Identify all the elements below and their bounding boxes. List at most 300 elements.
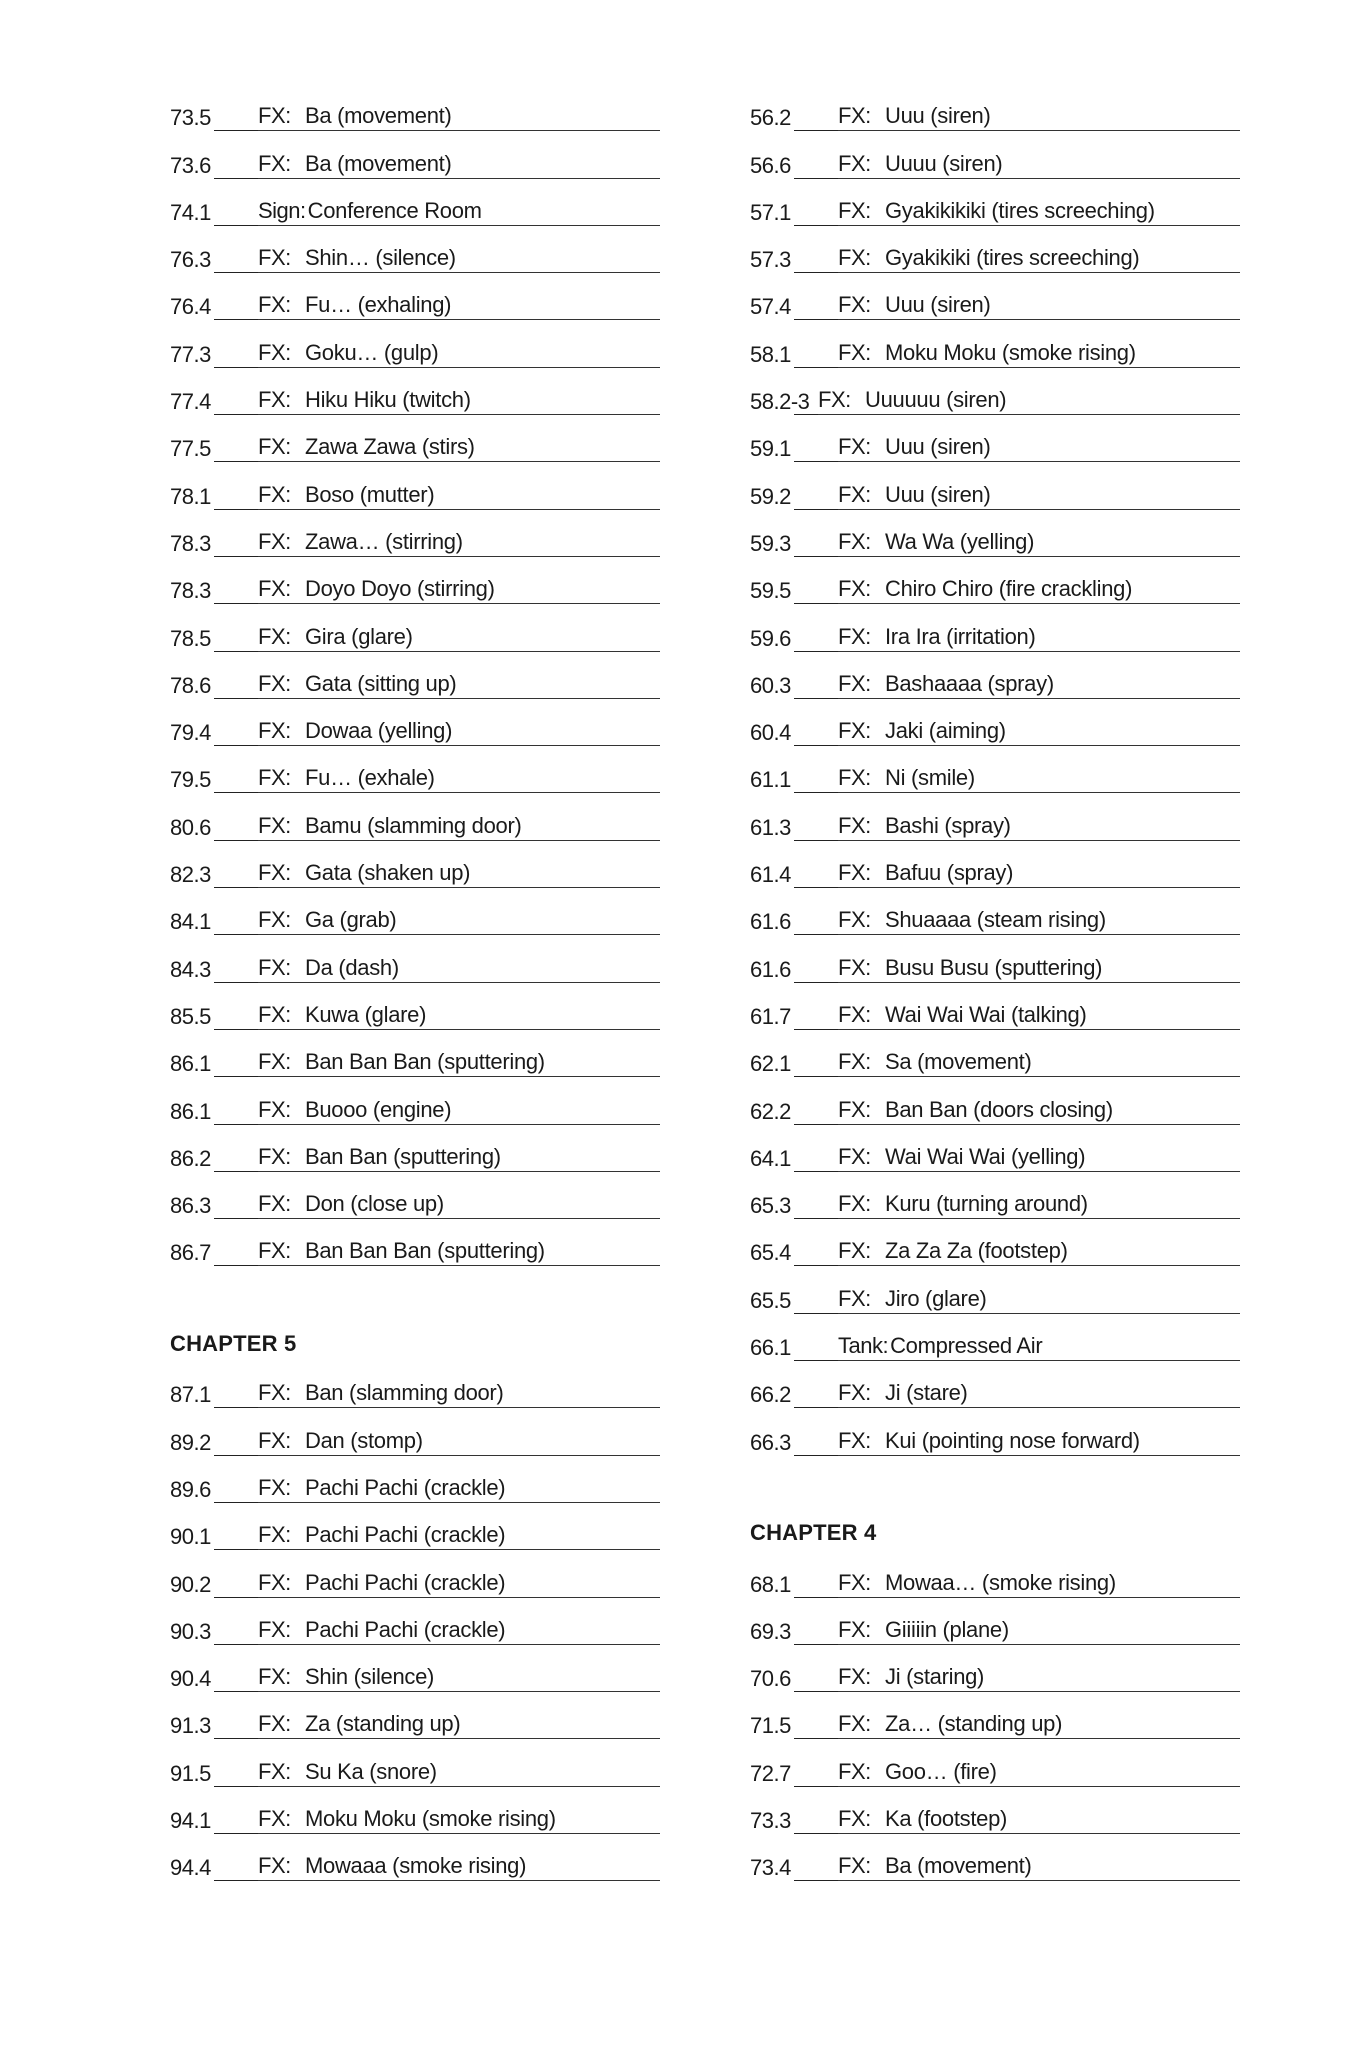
- sound-effect-text: Ka (footstep): [885, 1805, 1008, 1831]
- leader-line: [794, 449, 838, 462]
- entry-row: [170, 860, 660, 890]
- entry-content: [838, 245, 1240, 273]
- glossary-entry: [170, 1741, 660, 1788]
- entry-type-label: FX:: [258, 765, 291, 791]
- page-panel-ref: 89.2: [170, 1429, 211, 1455]
- leader-line: [214, 402, 258, 415]
- entry-row: [750, 1664, 1240, 1694]
- leader-line: [794, 166, 838, 179]
- entry-type-label: FX:: [838, 718, 871, 744]
- page-panel-ref: 61.7: [750, 1003, 791, 1029]
- glossary-entry: [750, 370, 1240, 417]
- sound-effect-text: Mowaaa (smoke rising): [305, 1853, 527, 1879]
- entry-content: [838, 1853, 1240, 1881]
- glossary-entry: [170, 1032, 660, 1079]
- glossary-entry: [750, 512, 1240, 559]
- glossary-entry: [170, 275, 660, 322]
- leader-line: [794, 591, 838, 604]
- entry-type-label: FX:: [838, 1001, 871, 1027]
- entry-content: [838, 292, 1240, 320]
- leader-line: [214, 1537, 258, 1550]
- leader-line: [214, 875, 258, 888]
- page-panel-ref: 91.5: [170, 1760, 211, 1786]
- glossary-entry: [170, 1552, 660, 1599]
- sound-effect-text: Ga (grab): [305, 907, 397, 933]
- page-panel-ref: 94.1: [170, 1807, 211, 1833]
- entry-content: [258, 1428, 660, 1456]
- entry-row: [750, 860, 1240, 890]
- entry-content: [258, 1002, 660, 1030]
- glossary-entry: [170, 1410, 660, 1457]
- page-panel-ref: 58.2-3: [750, 389, 810, 415]
- entry-type-label: FX:: [838, 245, 871, 271]
- entry-row: [750, 624, 1240, 654]
- glossary-entry: [170, 843, 660, 890]
- entry-type-label: FX:: [258, 1001, 291, 1027]
- entry-type-label: FX:: [258, 1474, 291, 1500]
- glossary-entry: [750, 701, 1240, 748]
- page-panel-ref: 70.6: [750, 1666, 791, 1692]
- leader-line: [794, 1774, 838, 1787]
- entry-row: [750, 1097, 1240, 1127]
- entry-content: [838, 1664, 1240, 1692]
- leader-line: [794, 1112, 838, 1125]
- glossary-entry: [750, 985, 1240, 1032]
- sound-effect-text: Mowaa… (smoke rising): [885, 1569, 1116, 1595]
- entry-type-label: FX:: [258, 103, 291, 129]
- sound-effect-text: Bashaaaa (spray): [885, 670, 1054, 696]
- entry-type-label: FX:: [258, 623, 291, 649]
- page-panel-ref: 56.2: [750, 105, 791, 131]
- entry-type-label: FX:: [258, 1522, 291, 1548]
- page-panel-ref: 90.2: [170, 1571, 211, 1597]
- page-panel-ref: 59.3: [750, 530, 791, 556]
- entry-content: [838, 1097, 1240, 1125]
- sound-effect-text: Ni (smile): [885, 765, 975, 791]
- entry-row: [750, 1711, 1240, 1741]
- glossary-entry: [170, 1789, 660, 1836]
- entry-row: [750, 765, 1240, 795]
- entry-content: [258, 1049, 660, 1077]
- entry-row: [170, 1049, 660, 1079]
- sound-effect-text: Ban Ban (sputtering): [305, 1143, 501, 1169]
- entry-content: [258, 482, 660, 510]
- page-panel-ref: 76.3: [170, 247, 211, 273]
- glossary-entry: [170, 1600, 660, 1647]
- entry-type-label: FX:: [838, 197, 871, 223]
- page-panel-ref: 82.3: [170, 862, 211, 888]
- page-panel-ref: 57.1: [750, 199, 791, 225]
- glossary-entry: [170, 512, 660, 559]
- leader-line: [214, 449, 258, 462]
- page-panel-ref: 73.3: [750, 1807, 791, 1833]
- glossary-entry: [170, 559, 660, 606]
- glossary-entry: [170, 133, 660, 180]
- glossary-entry: [170, 181, 660, 228]
- entry-type-label: FX:: [838, 1664, 871, 1690]
- entry-type-label: FX:: [838, 623, 871, 649]
- entry-type-label: FX:: [838, 1285, 871, 1311]
- page-panel-ref: 61.3: [750, 814, 791, 840]
- sound-effect-text: Boso (mutter): [305, 481, 435, 507]
- entry-content: [838, 813, 1240, 841]
- entry-type-label: FX:: [838, 670, 871, 696]
- entry-type-label: FX:: [838, 765, 871, 791]
- entry-type-label: FX:: [258, 292, 291, 318]
- entry-type-label: FX:: [838, 1711, 871, 1737]
- leader-line: [794, 1159, 838, 1172]
- glossary-entry: [750, 1836, 1240, 1883]
- sound-effect-text: Zawa Zawa (stirs): [305, 434, 475, 460]
- sound-effect-text: Zawa… (stirring): [305, 528, 463, 554]
- page-panel-ref: 77.4: [170, 389, 211, 415]
- entry-content: [838, 1002, 1240, 1030]
- page-panel-ref: 91.3: [170, 1713, 211, 1739]
- leader-line: [794, 1632, 838, 1645]
- page-panel-ref: 86.1: [170, 1098, 211, 1124]
- page-panel-ref: 89.6: [170, 1476, 211, 1502]
- entry-content: [838, 1333, 1240, 1361]
- entry-row: [750, 387, 1240, 417]
- page-panel-ref: 66.2: [750, 1382, 791, 1408]
- glossary-entry: [750, 795, 1240, 842]
- sound-effect-text: Fu… (exhale): [305, 765, 435, 791]
- page-panel-ref: 74.1: [170, 199, 211, 225]
- entry-row: [750, 1617, 1240, 1647]
- entry-row: [750, 1238, 1240, 1268]
- leader-line: [794, 402, 818, 415]
- leader-line: [214, 780, 258, 793]
- leader-line: [214, 260, 258, 273]
- entry-content: [838, 1286, 1240, 1314]
- glossary-entry: [170, 890, 660, 937]
- entry-row: [170, 1570, 660, 1600]
- glossary-entry: [750, 228, 1240, 275]
- leader-line: [794, 686, 838, 699]
- entry-content: [838, 1570, 1240, 1598]
- entry-row: [170, 671, 660, 701]
- page-panel-ref: 61.4: [750, 862, 791, 888]
- sound-effect-text: Ban Ban Ban (sputtering): [305, 1238, 545, 1264]
- entry-row: [170, 198, 660, 228]
- glossary-entry: [750, 1410, 1240, 1457]
- leader-line: [794, 1253, 838, 1266]
- glossary-entry: [170, 1836, 660, 1883]
- glossary-entry: [750, 1127, 1240, 1174]
- sound-effect-text: Sa (movement): [885, 1049, 1032, 1075]
- entry-type-label: FX:: [258, 434, 291, 460]
- entry-type-label: FX:: [838, 1238, 871, 1264]
- entry-content: [258, 1759, 660, 1787]
- page-panel-ref: 65.5: [750, 1287, 791, 1313]
- sound-effect-text: Pachi Pachi (crackle): [305, 1569, 506, 1595]
- entry-type-label: Tank:: [838, 1333, 889, 1359]
- page-panel-ref: 58.1: [750, 341, 791, 367]
- page-panel-ref: 60.4: [750, 720, 791, 746]
- sound-effect-text: Moku Moku (smoke rising): [885, 339, 1136, 365]
- glossary-entry: [750, 890, 1240, 937]
- glossary-entry: [750, 322, 1240, 369]
- entry-row: [750, 482, 1240, 512]
- leader-line: [794, 307, 838, 320]
- entry-content: [838, 1617, 1240, 1645]
- glossary-entry: [750, 937, 1240, 984]
- sound-effect-text: Ira Ira (irritation): [885, 623, 1036, 649]
- page-panel-ref: 62.1: [750, 1051, 791, 1077]
- entry-type-label: FX:: [258, 954, 291, 980]
- entry-content: [838, 1380, 1240, 1408]
- entry-type-label: FX:: [838, 954, 871, 980]
- sound-effect-text: Fu… (exhaling): [305, 292, 452, 318]
- sound-effect-text: Jiro (glare): [885, 1285, 987, 1311]
- entry-row: [750, 1049, 1240, 1079]
- entry-content: [258, 1711, 660, 1739]
- entry-row: [170, 1759, 660, 1789]
- page-panel-ref: 77.3: [170, 341, 211, 367]
- entry-content: [258, 1475, 660, 1503]
- leader-line: [214, 1679, 258, 1692]
- entry-content: [258, 387, 660, 415]
- page-panel-ref: 77.5: [170, 436, 211, 462]
- entry-content: [258, 434, 660, 462]
- page-panel-ref: 59.2: [750, 483, 791, 509]
- sound-effect-text: Giiiiin (plane): [885, 1616, 1009, 1642]
- entry-row: [170, 1191, 660, 1221]
- entry-content: [258, 718, 660, 746]
- page-panel-ref: 84.1: [170, 909, 211, 935]
- entry-type-label: FX:: [838, 1427, 871, 1453]
- entry-type-label: FX:: [258, 860, 291, 886]
- entry-row: [750, 103, 1240, 133]
- sound-effect-text: Uuuuuu (siren): [865, 387, 1007, 413]
- glossary-entry: [170, 654, 660, 701]
- page-panel-ref: 62.2: [750, 1098, 791, 1124]
- leader-line: [214, 1112, 258, 1125]
- leader-line: [794, 260, 838, 273]
- leader-line: [794, 1585, 838, 1598]
- entry-type-label: FX:: [838, 1380, 871, 1406]
- leader-line: [794, 922, 838, 935]
- sound-effect-text: Ban Ban Ban (sputtering): [305, 1049, 545, 1075]
- entry-row: [750, 671, 1240, 701]
- leader-line: [794, 118, 838, 131]
- leader-line: [794, 1206, 838, 1219]
- glossary-entry: [750, 1741, 1240, 1788]
- sound-effect-text: Wa Wa (yelling): [885, 528, 1035, 554]
- entry-row: [750, 434, 1240, 464]
- entry-row: [170, 151, 660, 181]
- entry-row: [750, 1002, 1240, 1032]
- glossary-entry: [750, 1363, 1240, 1410]
- page-panel-ref: 61.6: [750, 956, 791, 982]
- entry-content: [258, 813, 660, 841]
- sound-effect-text: Uuu (siren): [885, 103, 991, 129]
- entry-type-label: FX:: [838, 1569, 871, 1595]
- entry-type-label: FX:: [258, 387, 291, 413]
- entry-type-label: FX:: [838, 907, 871, 933]
- sound-effect-text: Za… (standing up): [885, 1711, 1063, 1737]
- glossary-entry: [170, 228, 660, 275]
- glossary-entry: [750, 843, 1240, 890]
- entry-type-label: FX:: [838, 1853, 871, 1879]
- glossary-entry: [170, 1694, 660, 1741]
- entry-row: [170, 1475, 660, 1505]
- sound-effect-text: Gira (glare): [305, 623, 413, 649]
- entry-row: [170, 1097, 660, 1127]
- sound-effect-text: Busu Busu (sputtering): [885, 954, 1103, 980]
- entry-content: [258, 103, 660, 131]
- leader-line: [214, 497, 258, 510]
- glossary-entry: [170, 464, 660, 511]
- glossary-entry: [750, 1316, 1240, 1363]
- page-panel-ref: 66.1: [750, 1335, 791, 1361]
- sound-effect-text: Uuu (siren): [885, 434, 991, 460]
- leader-line: [794, 639, 838, 652]
- entry-row: [170, 1238, 660, 1268]
- leader-line: [214, 1017, 258, 1030]
- page-panel-ref: 86.7: [170, 1240, 211, 1266]
- leader-line: [794, 1443, 838, 1456]
- sound-effect-text: Ba (movement): [305, 150, 452, 176]
- entry-row: [750, 1570, 1240, 1600]
- entry-content: [258, 1144, 660, 1172]
- leader-line: [794, 1868, 838, 1881]
- sound-effect-text: Gata (shaken up): [305, 860, 471, 886]
- leader-line: [214, 1253, 258, 1266]
- page-panel-ref: 64.1: [750, 1145, 791, 1171]
- leader-line: [794, 355, 838, 368]
- entry-content: [258, 860, 660, 888]
- sound-effect-text: Wai Wai Wai (talking): [885, 1001, 1087, 1027]
- entry-content: [838, 1238, 1240, 1266]
- sound-effect-text: Hiku Hiku (twitch): [305, 387, 471, 413]
- page-panel-ref: 84.3: [170, 956, 211, 982]
- sound-effect-text: Da (dash): [305, 954, 399, 980]
- page-panel-ref: 59.6: [750, 625, 791, 651]
- entry-row: [750, 1144, 1240, 1174]
- page-panel-ref: 79.5: [170, 767, 211, 793]
- entry-row: [750, 1191, 1240, 1221]
- entry-content: [838, 955, 1240, 983]
- sound-effect-text: Ban Ban (doors closing): [885, 1096, 1113, 1122]
- sound-effect-text: Jaki (aiming): [885, 718, 1006, 744]
- entry-content: [258, 671, 660, 699]
- leader-line: [794, 213, 838, 226]
- leader-line: [214, 1585, 258, 1598]
- glossary-entry: [750, 133, 1240, 180]
- entry-content: [258, 624, 660, 652]
- sound-effect-text: Shin (silence): [305, 1664, 435, 1690]
- entry-content: [258, 576, 660, 604]
- page-panel-ref: 78.6: [170, 672, 211, 698]
- entry-row: [170, 1711, 660, 1741]
- entry-row: [750, 576, 1240, 606]
- glossary-entry: [750, 275, 1240, 322]
- page-panel-ref: 80.6: [170, 814, 211, 840]
- entry-content: [838, 1711, 1240, 1739]
- entry-type-label: FX:: [838, 150, 871, 176]
- sound-effect-text: Gata (sitting up): [305, 670, 457, 696]
- entry-type-label: FX:: [258, 528, 291, 554]
- entry-row: [170, 1144, 660, 1174]
- leader-line: [794, 733, 838, 746]
- entry-content: [838, 151, 1240, 179]
- glossary-entry: [170, 1647, 660, 1694]
- entry-row: [750, 813, 1240, 843]
- sound-effect-text: Bashi (spray): [885, 812, 1011, 838]
- leader-line: [214, 1443, 258, 1456]
- entry-content: [258, 340, 660, 368]
- page-panel-ref: 56.6: [750, 152, 791, 178]
- glossary-entry: [170, 417, 660, 464]
- glossary-entry: [750, 1647, 1240, 1694]
- sound-effect-text: Pachi Pachi (crackle): [305, 1522, 506, 1548]
- glossary-entry: [170, 370, 660, 417]
- entry-row: [750, 718, 1240, 748]
- entry-content: [838, 1144, 1240, 1172]
- sound-effect-text: Chiro Chiro (fire crackling): [885, 576, 1133, 602]
- leader-line: [214, 639, 258, 652]
- page-panel-ref: 71.5: [750, 1713, 791, 1739]
- entry-type-label: FX:: [258, 150, 291, 176]
- sound-effect-text: Uuu (siren): [885, 481, 991, 507]
- page-panel-ref: 68.1: [750, 1571, 791, 1597]
- entry-content: [838, 624, 1240, 652]
- entry-type-label: FX:: [838, 812, 871, 838]
- entry-type-label: FX:: [838, 1096, 871, 1122]
- sound-effect-text: Bamu (slamming door): [305, 812, 522, 838]
- entry-type-label: FX:: [258, 339, 291, 365]
- leader-line: [214, 686, 258, 699]
- page-panel-ref: 73.4: [750, 1855, 791, 1881]
- leader-line: [214, 733, 258, 746]
- page-panel-ref: 65.4: [750, 1240, 791, 1266]
- sound-effect-text: Compressed Air: [890, 1333, 1043, 1359]
- entry-row: [170, 245, 660, 275]
- entry-row: [170, 1428, 660, 1458]
- leader-line: [214, 1821, 258, 1834]
- entry-row: [750, 151, 1240, 181]
- sound-effect-text: Bafuu (spray): [885, 860, 1014, 886]
- entry-type-label: FX:: [258, 812, 291, 838]
- entry-type-label: FX:: [258, 1238, 291, 1264]
- entry-row: [750, 1806, 1240, 1836]
- entry-type-label: FX:: [258, 1096, 291, 1122]
- entry-content: [258, 1097, 660, 1125]
- page-panel-ref: 73.6: [170, 152, 211, 178]
- sound-effect-text: Ji (staring): [885, 1664, 985, 1690]
- sound-effect-text: Kui (pointing nose forward): [885, 1427, 1140, 1453]
- glossary-entry: [170, 795, 660, 842]
- entry-row: [750, 1428, 1240, 1458]
- entry-content: [838, 529, 1240, 557]
- entry-content: [258, 1570, 660, 1598]
- sound-effect-text: Ba (movement): [885, 1853, 1032, 1879]
- sound-effect-text: Uuu (siren): [885, 292, 991, 318]
- entry-type-label: FX:: [838, 434, 871, 460]
- entry-row: [750, 1333, 1240, 1363]
- glossary-entry: [170, 748, 660, 795]
- page-panel-ref: 57.3: [750, 247, 791, 273]
- entry-type-label: FX:: [258, 1427, 291, 1453]
- entry-type-label: FX:: [258, 1711, 291, 1737]
- entry-type-label: FX:: [258, 670, 291, 696]
- entry-content: [258, 1617, 660, 1645]
- entry-content: [258, 1522, 660, 1550]
- glossary-entry: [750, 559, 1240, 606]
- entry-row: [170, 1380, 660, 1410]
- entry-type-label: FX:: [258, 1143, 291, 1169]
